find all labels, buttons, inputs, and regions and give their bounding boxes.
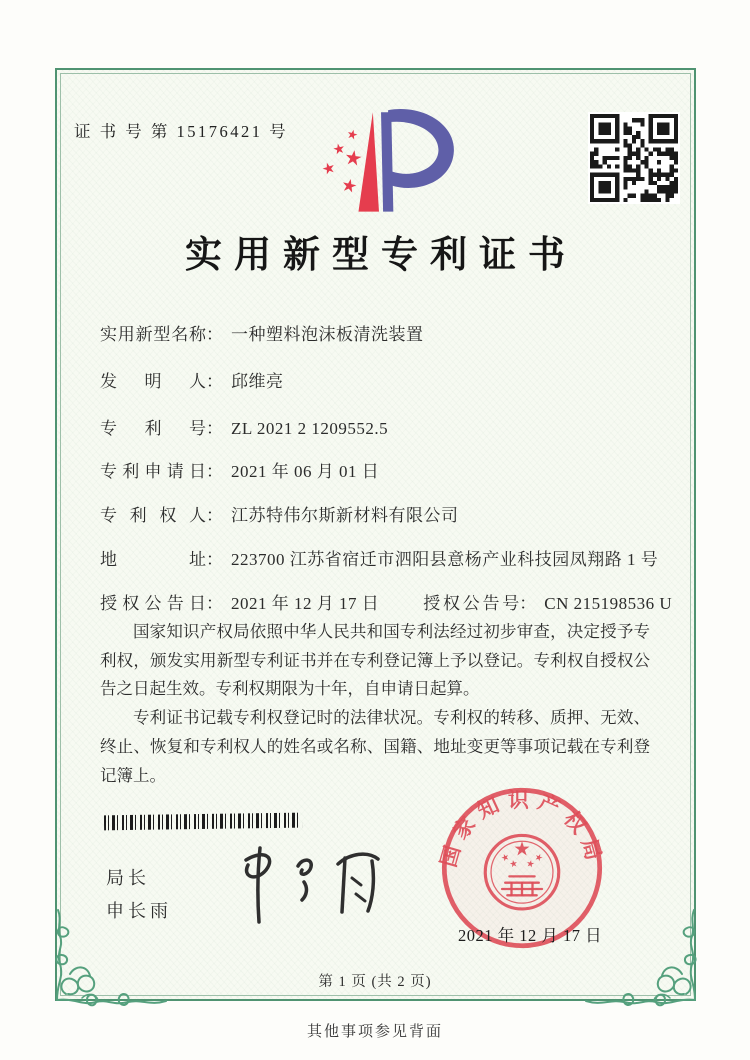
certificate-title: 实用新型专利证书 [185,235,577,276]
page-number: 第 1 页 (共 2 页) [318,974,432,990]
seal-date: 2021 年 12 月 17 日 [458,926,603,945]
field-value: 2021 年 06 月 01 日 [231,462,380,481]
field-row-patent-no: 专利号： ZL 2021 2 1209552.5 [100,414,660,440]
certificate-number: 证 书 号 第 15176421 号 [74,122,289,141]
back-side-note: 其他事项参见背面 [306,1024,443,1040]
legal-text [100,618,650,790]
svg-text:国家知识产权局: 国家知识产权局 [438,787,606,870]
field-value: 一种塑料泡沫板清洗装置 [231,325,424,344]
cnipa-logo-icon [298,104,462,218]
field-value: 2021 年 12 月 17 日 [231,594,380,613]
field-label: 发明人 [100,372,206,391]
signature-icon [198,836,412,932]
field-label: 地址 [100,550,206,569]
field-value: 邱维亮 [231,372,284,391]
field-label: 专利权人 [100,506,206,525]
qr-code-icon [588,112,680,204]
field-row-grant: 授权公告日： 2021 年 12 月 17 日 授权公告号： CN 215198536 U [100,589,660,615]
field-row-address: 地址： 223700 江苏省宿迁市泗阳县意杨产业科技园凤翔路 1 号 [100,545,660,571]
officer-name: 申长雨 [106,901,172,922]
field-row-inventor: 发明人： 邱维亮 [100,367,660,393]
field-value: 223700 江苏省宿迁市泗阳县意杨产业科技园凤翔路 1 号 [231,550,659,569]
officer-title: 局长 [106,868,150,888]
field-row-name: 实用新型名称： 一种塑料泡沫板清洗装置 [100,320,660,346]
field-value: 江苏特伟尔斯新材料有限公司 [231,506,459,525]
field-label: 专利号 [100,419,206,438]
field-value: ZL 2021 2 1209552.5 [231,419,389,438]
field-row-patentee: 专利权人： 江苏特伟尔斯新材料有限公司 [100,501,660,527]
field-label: 实用新型名称 [100,325,206,344]
field-row-filing-date: 专利申请日： 2021 年 06 月 01 日 [100,457,660,483]
field-label: 专利申请日 [100,462,206,481]
officer-block [106,862,172,929]
field-label: 授权公告日 [100,594,206,613]
legal-paragraph: 专利证书记载专利权登记时的法律状况。专利权的转移、质押、无效、终止、恢复和专利权人的姓名或名称、国籍、地址变更等事项记载在专利登记簿上。 [100,708,650,785]
barcode-icon [104,813,302,831]
legal-paragraph: 国家知识产权局依照中华人民共和国专利法经过初步审查，决定授予专利权，颁发实用新型专利证书并在专利登记簿上予以登记。专利权自授权公告之日起生效。专利权期限为十年，自申请日起算。 [100,622,650,699]
field-value: CN 215198536 U [544,594,673,613]
field-label: 授权公告号 [423,594,520,613]
